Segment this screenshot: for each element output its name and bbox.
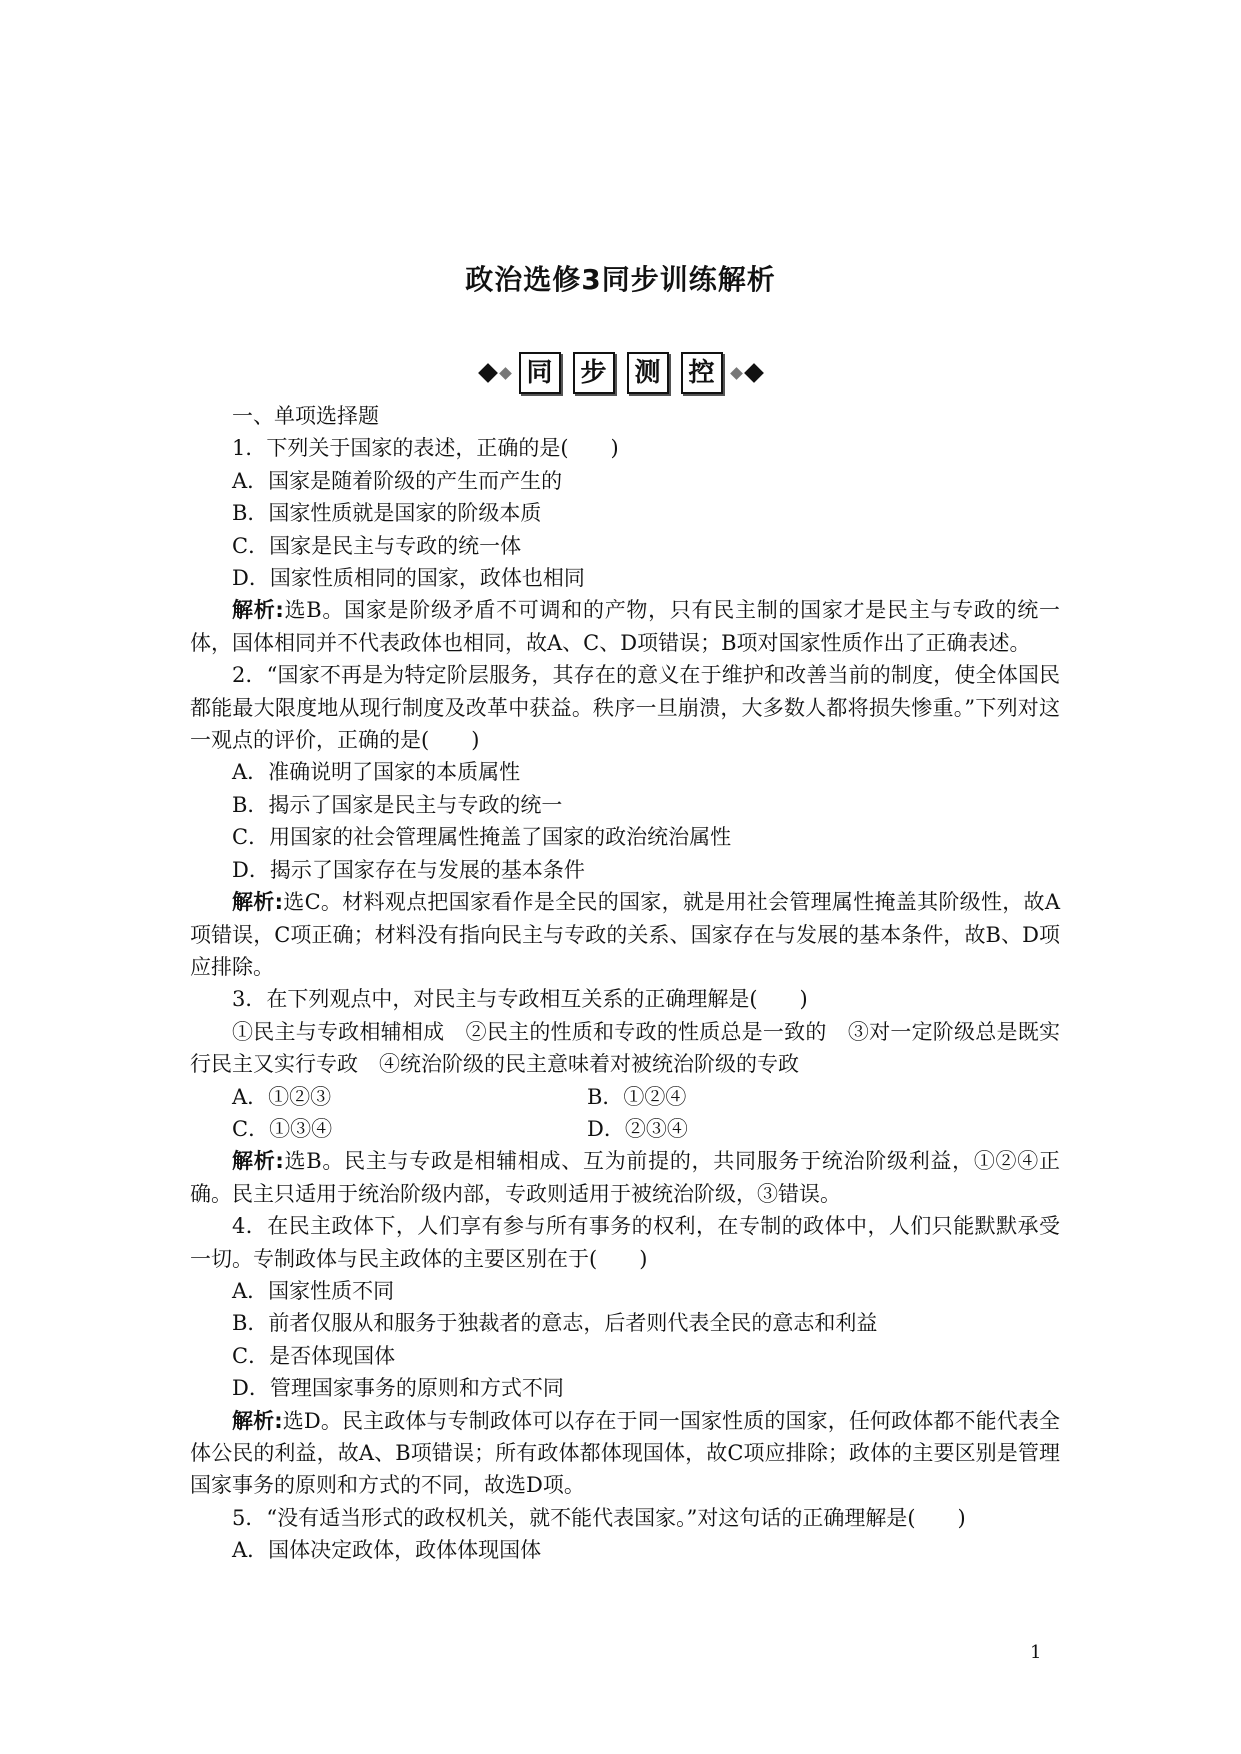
banner-char-4: 控 (681, 352, 723, 394)
q1-solution-text: 选B。国家是阶级矛盾不可调和的产物，只有民主制的国家才是民主与专政的统一体，国体相同并不代表政体也相同，故A、C、D项错误；B项对国家性质作出了正确表述。 (190, 598, 1060, 655)
solution-label: 解析: (232, 890, 283, 915)
q3-option-c: C．①③④ (232, 1116, 333, 1141)
q3-option-d: D．②③④ (587, 1116, 688, 1141)
document-title: 政治选修3同步训练解析 (465, 263, 776, 296)
q1-option-d: D．国家性质相同的国家，政体也相同 (232, 566, 585, 591)
q1-stem: 1．下列关于国家的表述，正确的是( ) (232, 436, 619, 461)
page-number: 1 (1030, 1642, 1042, 1663)
q5-stem: 5．“没有适当形式的政权机关，就不能代表国家。”对这句话的正确理解是( ) (232, 1505, 966, 1530)
q1-option-b: B．国家性质就是国家的阶级本质 (232, 501, 542, 526)
diamond-icon (744, 363, 764, 383)
q4-solution (190, 1405, 1060, 1502)
solution-label: 解析: (232, 1408, 283, 1433)
q3-solution (190, 1145, 1060, 1210)
banner-char-1: 同 (519, 352, 561, 394)
solution-label: 解析: (232, 1149, 284, 1174)
q2-option-b: B．揭示了国家是民主与专政的统一 (232, 792, 563, 817)
q3-option-a: A．①②③ (232, 1084, 332, 1109)
q2-stem: 2．“国家不再是为特定阶层服务，其存在的意义在于维护和改善当前的制度，使全体国民都能最大限度地从现行制度及改革中获益。秩序一旦崩溃，大多数人都将损失惨重。”下列对这一观点的评价，正确的是( ) (190, 663, 1060, 753)
section-heading: 一、单项选择题 (232, 404, 379, 428)
solution-label: 解析: (232, 598, 284, 623)
diamond-small-icon (730, 367, 743, 380)
section-banner (0, 352, 1241, 394)
q4-solution-text: 选D。民主政体与专制政体可以存在于同一国家性质的国家，任何政体都不能代表全体公民的利益，故A、B项错误；所有政体都体现国体，故C项应排除；政体的主要区别是管理国家事务的原则和方式的不同，故选D项。 (190, 1408, 1060, 1498)
q3-option-b: B．①②④ (587, 1084, 687, 1109)
q4-option-d: D．管理国家事务的原则和方式不同 (232, 1376, 564, 1401)
q3-stem: 3．在下列观点中，对民主与专政相互关系的正确理解是( ) (232, 987, 808, 1012)
q3-options-row-2 (190, 1113, 1060, 1145)
banner-char-3: 测 (627, 352, 669, 394)
diamond-icon (478, 363, 498, 383)
q1-option-c: C．国家是民主与专政的统一体 (232, 533, 522, 558)
q5-option-a: A．国体决定政体，政体体现国体 (232, 1538, 542, 1563)
q2-option-d: D．揭示了国家存在与发展的基本条件 (232, 857, 585, 882)
q4-option-b: B．前者仅服从和服务于独裁者的意志，后者则代表全民的意志和利益 (232, 1311, 878, 1336)
diamond-small-icon (499, 367, 512, 380)
q2-option-a: A．准确说明了国家的本质属性 (232, 760, 521, 785)
q2-option-c: C．用国家的社会管理属性掩盖了国家的政治统治属性 (232, 825, 732, 850)
q1-option-a: A．国家是随着阶级的产生而产生的 (232, 468, 563, 493)
q3-statements: ①民主与专政相辅相成 ②民主的性质和专政的性质总是一致的 ③对一定阶级总是既实行民主又实行专政 ④统治阶级的民主意味着对被统治阶级的专政 (190, 1019, 1060, 1077)
q3-solution-text: 选B。民主与专政是相辅相成、互为前提的，共同服务于统治阶级利益，①②④正确。民主只适用于统治阶级内部，专政则适用于被统治阶级，③错误。 (190, 1149, 1060, 1206)
q4-option-a: A．国家性质不同 (232, 1278, 395, 1303)
banner-char-2: 步 (573, 352, 615, 394)
q4-option-c: C．是否体现国体 (232, 1343, 396, 1368)
q4-stem: 4．在民主政体下，人们享有参与所有事务的权利，在专制的政体中，人们只能默默承受一切。专制政体与民主政体的主要区别在于( ) (190, 1214, 1060, 1271)
q1-solution (190, 594, 1060, 659)
document-body (190, 400, 1060, 1567)
q2-solution (190, 886, 1060, 983)
q2-solution-text: 选C。材料观点把国家看作是全民的国家，就是用社会管理属性掩盖其阶级性，故A项错误，C项正确；材料没有指向民主与专政的关系、国家存在与发展的基本条件，故B、D项应排除。 (190, 890, 1060, 979)
q3-options-row-1 (190, 1081, 1060, 1113)
